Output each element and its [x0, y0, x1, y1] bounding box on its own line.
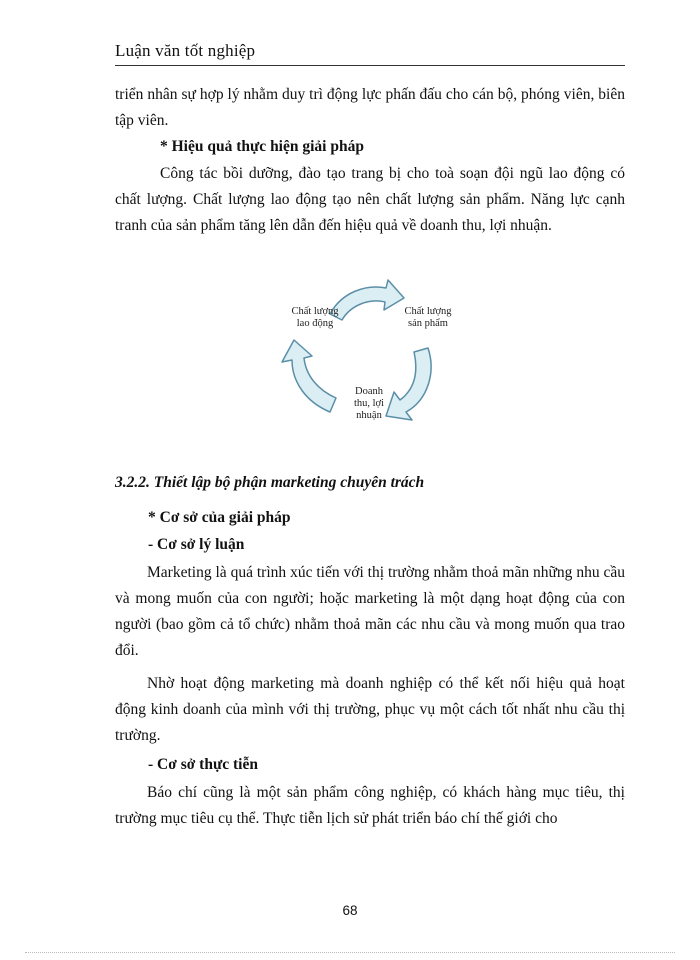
paragraph-staff-development: triển nhân sự hợp lý nhằm duy trì động lực phấn đấu cho cán bộ, phóng viên, biên tập viên. — [115, 86, 625, 129]
page-number: 68 — [342, 903, 358, 918]
node-product-quality: Chất lượng sản phẩm — [404, 306, 452, 329]
paragraph-training-effect: Công tác bồi dưỡng, đào tạo trang bị cho toà soạn đội ngũ lao động có chất lượng. Chất lượng lao động tạo nên chất lượng sản phẩm. Năng lực cạnh tranh của sản phẩm tăng lên dẫn đến hiệu quả về doanh thu, lợi nhuận. — [115, 165, 625, 234]
page-bottom-divider — [25, 952, 675, 953]
heading-theoretical-basis: - Cơ sở lý luận — [148, 536, 245, 553]
heading-solution-effect: * Hiệu quả thực hiện giải pháp — [160, 138, 364, 155]
arrow-revenue-to-labour — [282, 340, 336, 412]
paragraph-press-practice: Báo chí cũng là một sản phẩm công nghiệp, có khách hàng mục tiêu, thị trường mục tiêu cụ thể. Thực tiễn lịch sử phát triển báo chí thế giới cho — [115, 784, 625, 827]
quality-cycle-diagram — [278, 278, 452, 440]
node-labour-quality: Chất lượng lao động — [291, 306, 339, 329]
paragraph-marketing-benefit: Nhờ hoạt động marketing mà doanh nghiệp có thể kết nối hiệu quả hoạt động kinh doanh của mình với thị trường, phục vụ một cách tốt nhất nhu cầu thị trường. — [115, 675, 625, 744]
paragraph-marketing-definition: Marketing là quá trình xúc tiến với thị trường nhằm thoả mãn những nhu cầu và mong muốn của con người; hoặc marketing là một dạng hoạt động của con người (bao gồm cả tổ chức) nhằm thoả mãn các nhu cầu và mong muốn qua trao đổi. — [115, 564, 625, 659]
section-title-marketing: 3.2.2. Thiết lập bộ phận marketing chuyên trách — [115, 474, 425, 491]
arrow-product-to-revenue — [386, 348, 431, 420]
node-revenue-profit: Doanh thu, lợi nhuận — [353, 386, 385, 421]
heading-practical-basis: - Cơ sở thực tiễn — [148, 756, 258, 773]
running-header: Luận văn tốt nghiệp — [115, 38, 625, 66]
heading-solution-basis: * Cơ sở của giải pháp — [148, 509, 291, 526]
